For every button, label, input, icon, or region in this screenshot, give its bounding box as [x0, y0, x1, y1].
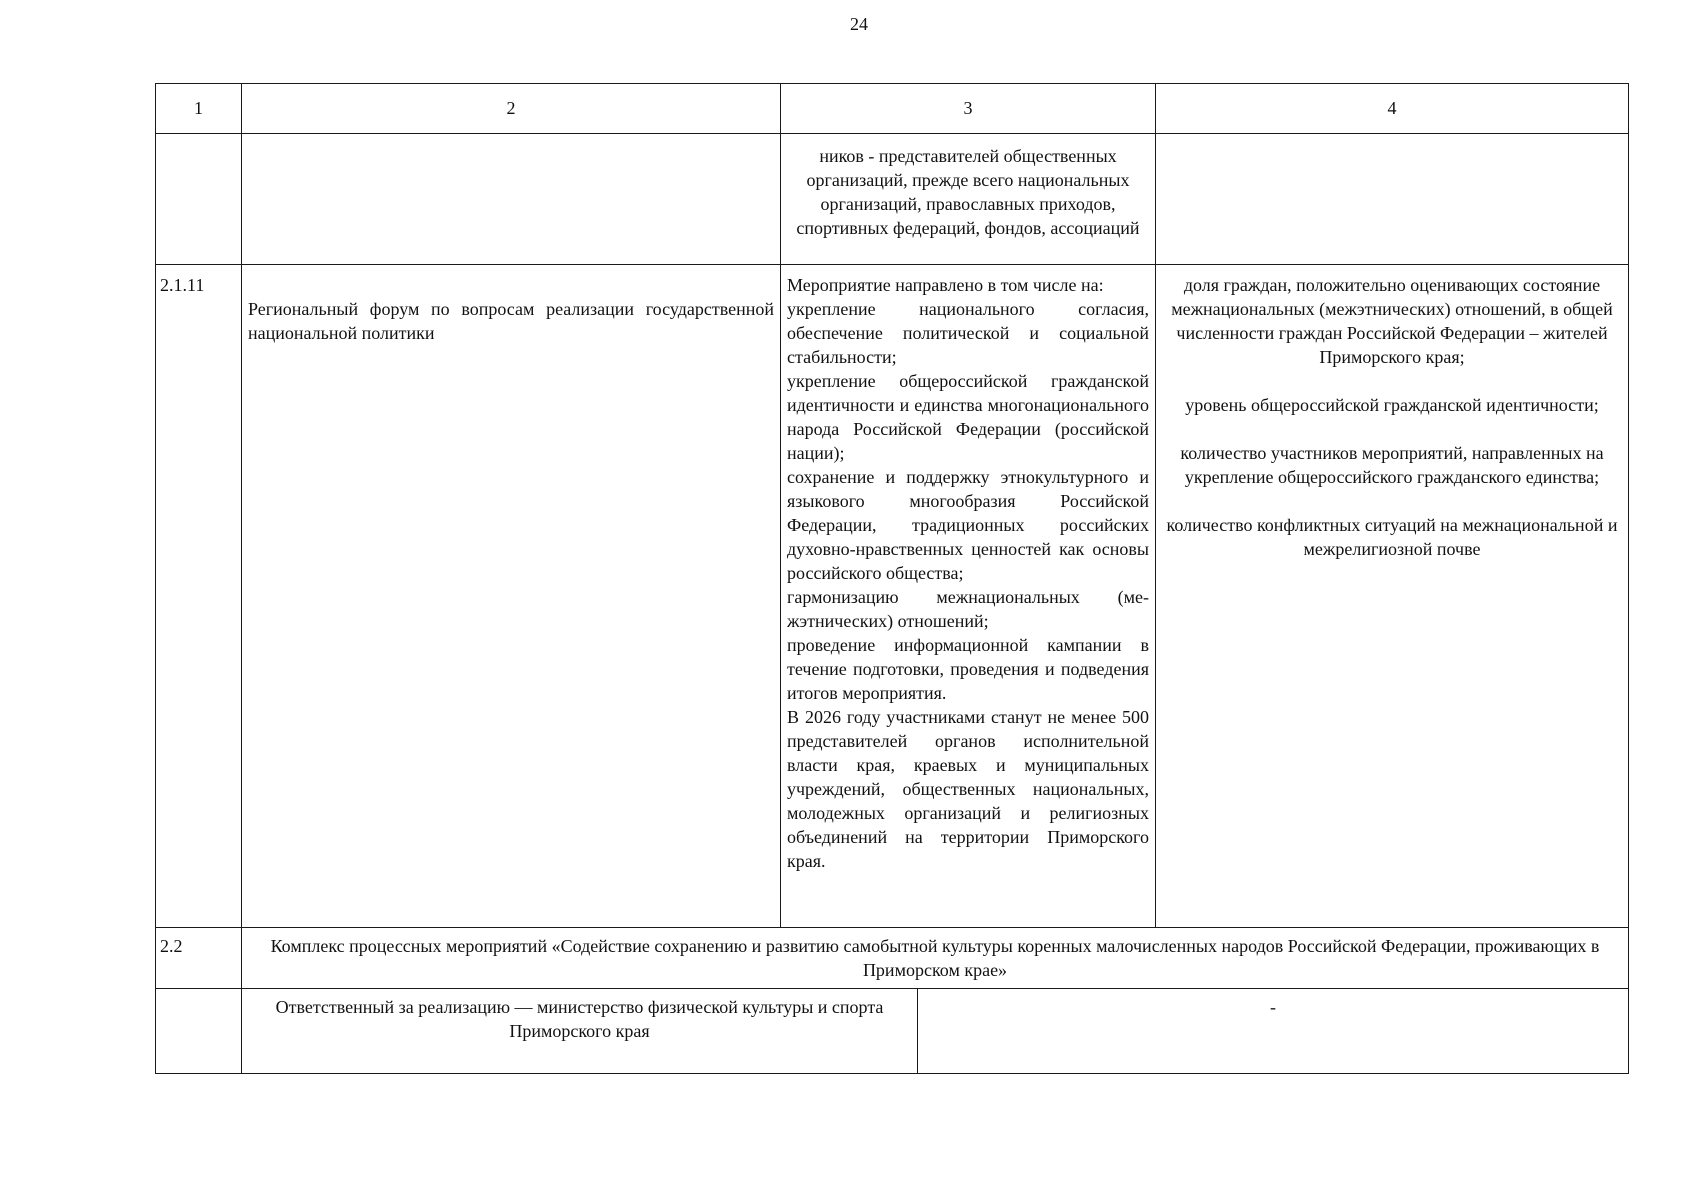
- responsible-label: Ответственный за реализацию — министерство физической культуры и спорта Приморского края: [242, 988, 918, 1073]
- event-name: Региональный форум по вопросам реализации государственной национальной политики: [242, 265, 781, 928]
- indicator-item: количество конфликтных ситуаций на межнациональной и межрелигиозной почве: [1166, 515, 1618, 560]
- description-paragraph: проведение информационной кампании в течение подготовки, проведения и подведения итогов мероприятия.: [787, 635, 1149, 704]
- description-paragraph: В 2026 году участниками станут не менее 500 представителей органов исполнительной власти края, краевых и муниципальных учреждений, общественных национальных, молодежных организаций и религиозных объединений на территории Приморского края.: [787, 707, 1149, 872]
- complex-title: Комплекс процессных мероприятий «Содействие сохранению и развитию самобытной культуры коренных малочисленных народов Российской Федерации, проживающих в Приморском крае»: [242, 928, 1629, 989]
- page-number: 24: [850, 14, 868, 34]
- column-header-3: 3: [781, 84, 1156, 134]
- table-row-responsible: [156, 988, 1629, 1073]
- responsible-value: -: [918, 988, 1629, 1073]
- description-paragraph: укрепление общероссийской гражданской идентичности и единства многонационального народа Российской Федерации (российской нации);: [787, 371, 1149, 464]
- cell-num-empty: [156, 988, 242, 1073]
- indicator-item: количество участников мероприятий, направленных на укрепление общероссийского гражданского единства;: [1180, 443, 1604, 488]
- row-number: 2.2: [156, 928, 242, 989]
- description-paragraph: сохранение и поддержку этнокультурного и языкового многообразия Российской Федерации, традиционных российских духовно-нравственных ценностей как основы российского общества;: [787, 467, 1149, 584]
- column-header-2: 2: [242, 84, 781, 134]
- event-description: [781, 265, 1156, 928]
- event-indicators: [1156, 265, 1629, 928]
- cell-indicators-empty: [1156, 133, 1629, 265]
- cell-num-empty: [156, 133, 242, 265]
- indicator-item: уровень общероссийской гражданской идентичности;: [1185, 395, 1599, 416]
- table-header-row: [156, 84, 1629, 134]
- table-row-2-2: [156, 928, 1629, 989]
- indicator-item: доля граждан, положительно оценивающих состояние межнациональных (межэтнических) отношений, в общей численности граждан Российской Федерации – жителей Приморского края;: [1171, 275, 1613, 368]
- row-number: 2.1.11: [156, 265, 242, 928]
- description-paragraph: Мероприятие направлено в том числе на:: [787, 275, 1104, 296]
- description-paragraph: гармонизацию межнациональных (межэтнических) отношений;: [787, 587, 1149, 632]
- program-table: [155, 83, 1629, 1074]
- cell-description-continuation: ников - представителей общественных организаций, прежде всего национальных организаций, православных приходов, спортивных федераций, фондов, ассоциаций: [781, 133, 1156, 265]
- description-paragraph: укрепление национального согласия, обеспечение политической и социальной стабильности;: [787, 299, 1149, 368]
- table-row-2-1-11: [156, 265, 1629, 928]
- cell-name-empty: [242, 133, 781, 265]
- column-header-1: 1: [156, 84, 242, 134]
- column-header-4: 4: [1156, 84, 1629, 134]
- table-row-continuation: [156, 133, 1629, 265]
